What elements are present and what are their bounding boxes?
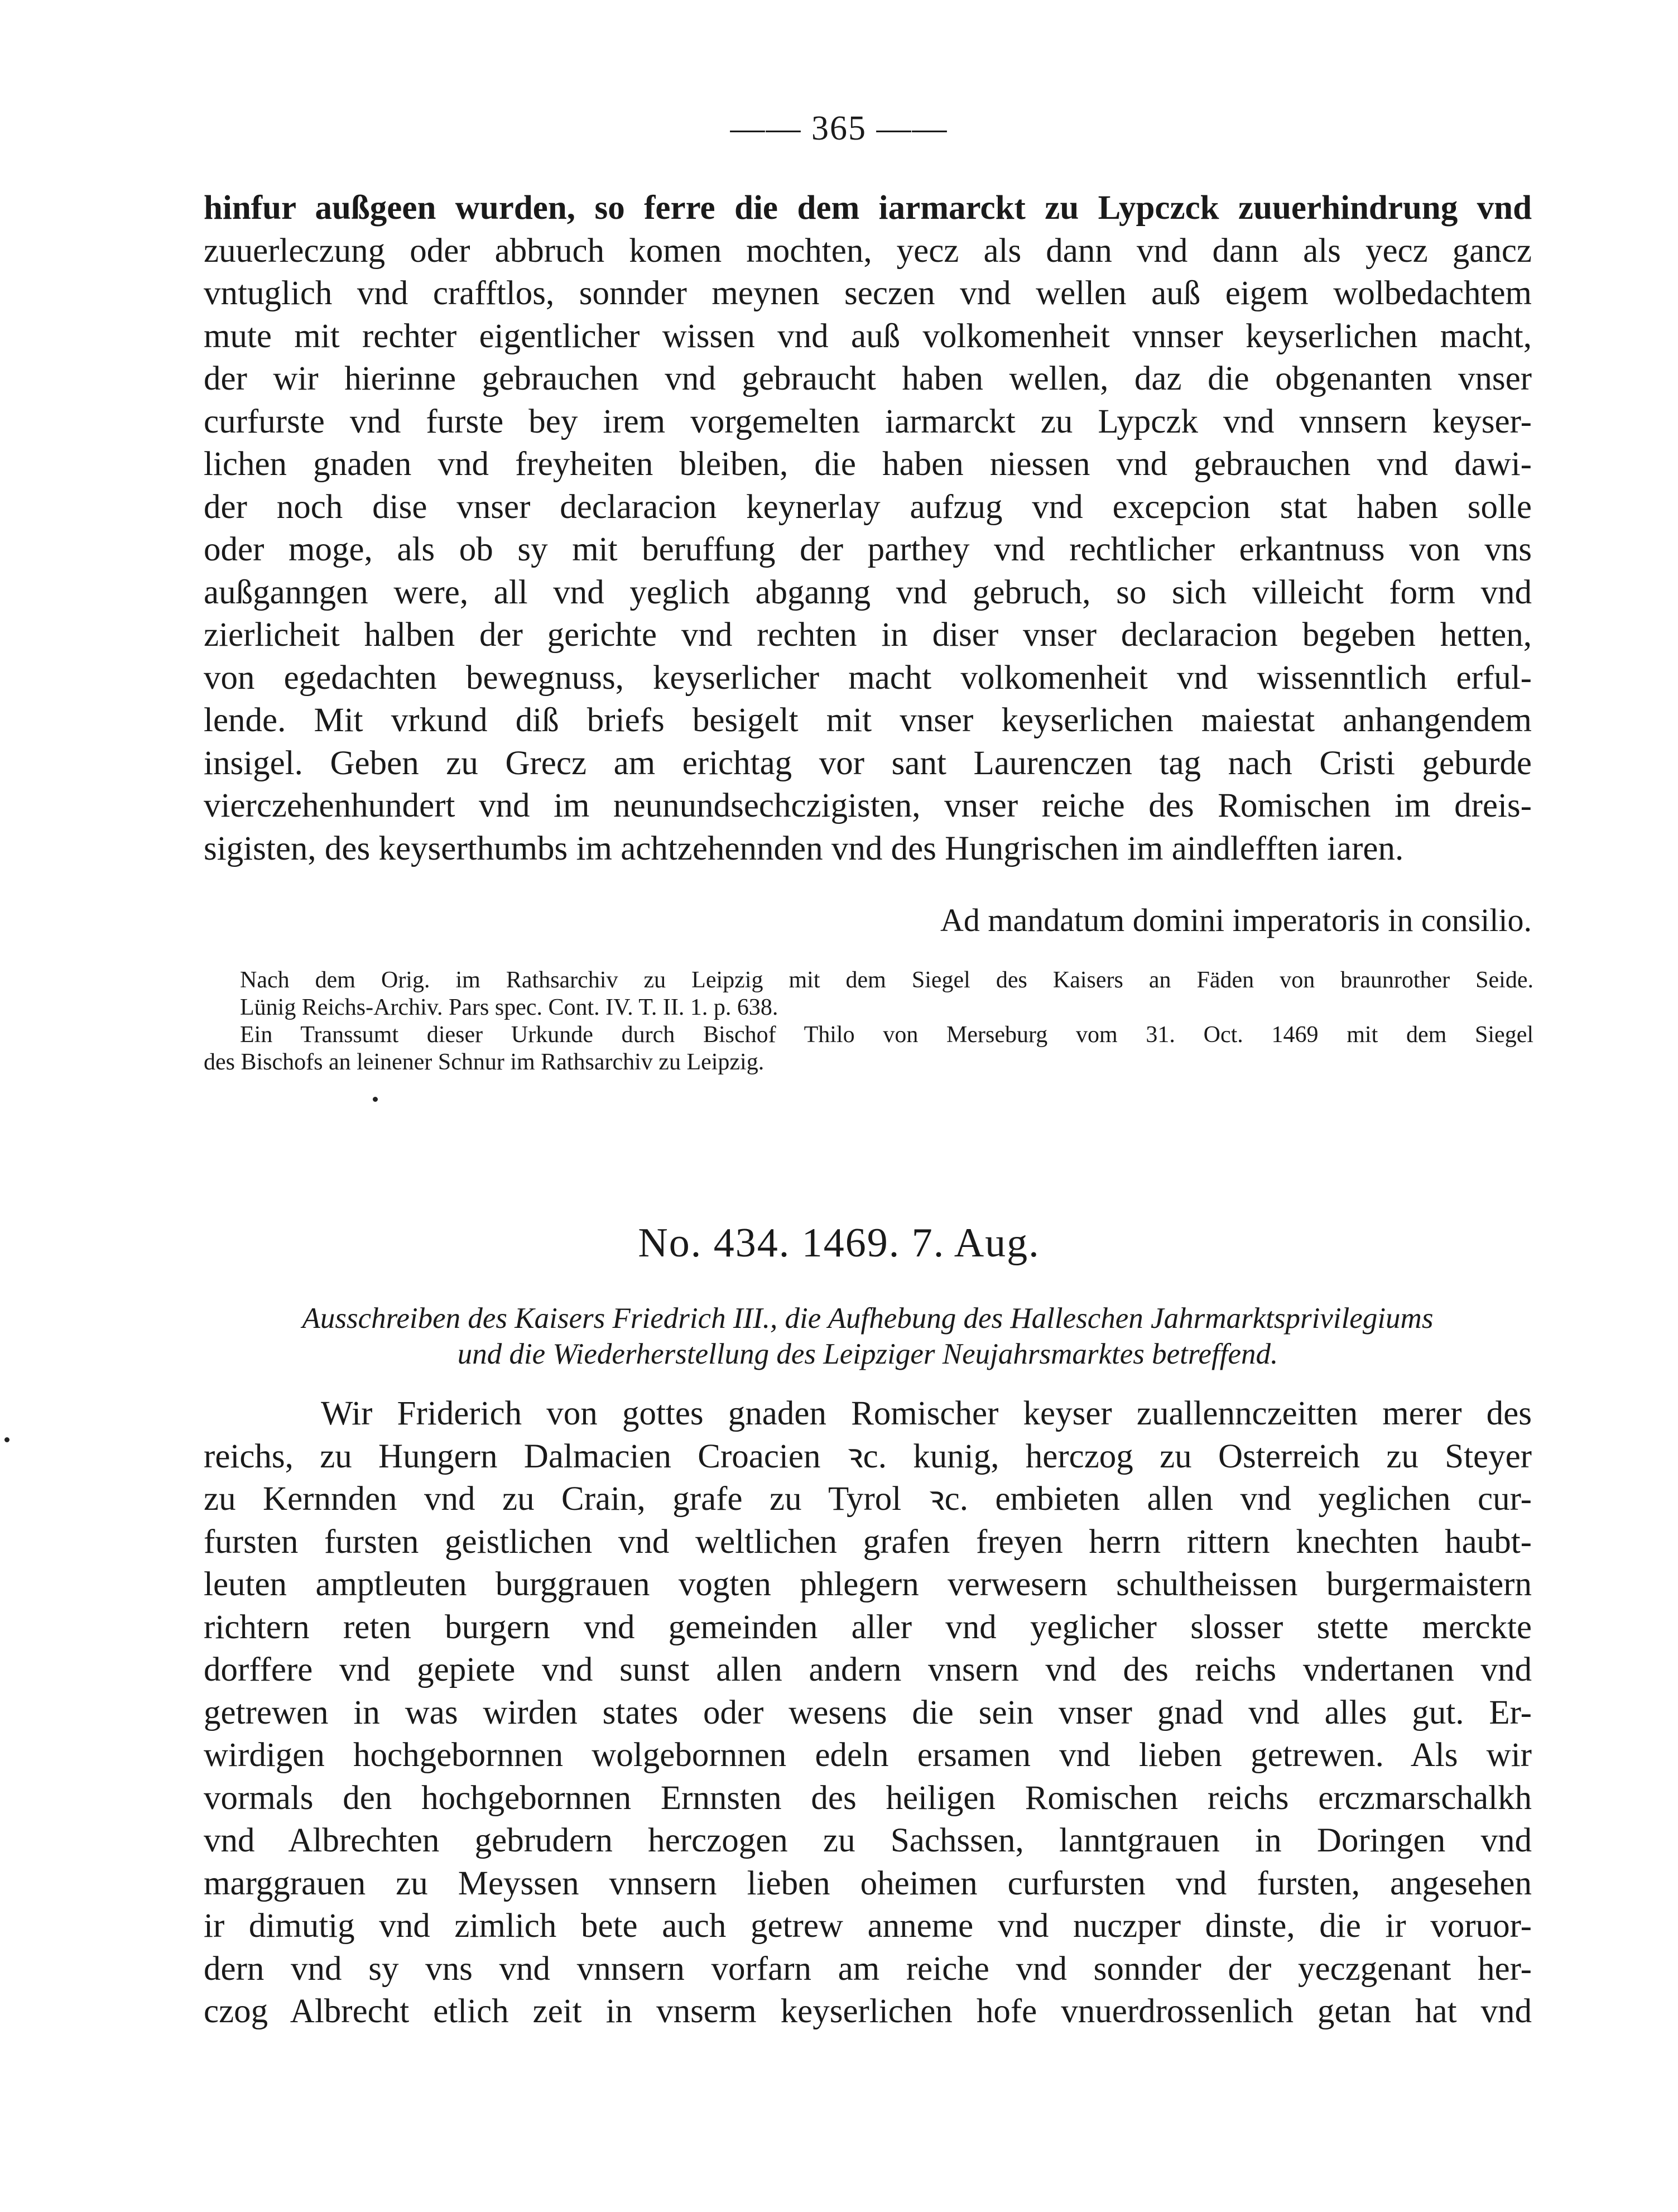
- source-notes: [204, 967, 1533, 1076]
- text-line: vierczehenhundert vnd im neunundsechczigisten, vnser reiche des Romischen im dreis-: [204, 787, 1532, 824]
- text-line: zu Kernnden vnd zu Crain, grafe zu Tyrol ꝛc. embieten allen vnd yeglichen cur-: [204, 1480, 1532, 1518]
- text-line: vnd Albrechten gebrudern herczogen zu Sachssen, lanntgrauen in Doringen vnd: [204, 1822, 1532, 1859]
- text-line: leuten amptleuten burggrauen vogten phlegern verwesern schultheissen burgermaistern: [204, 1566, 1532, 1603]
- document-heading: No. 434. 1469. 7. Aug.: [638, 1220, 1040, 1266]
- text-line: der wir hierinne gebrauchen vnd gebraucht haben wellen, daz die obgenanten vnser: [204, 360, 1532, 397]
- continuation-text: [204, 187, 1532, 870]
- print-speck: [373, 1097, 378, 1102]
- text-line: lende. Mit vrkund diß briefs besigelt mit vnser keyserlichen maiestat anhangendem: [204, 702, 1532, 739]
- text-line: wirdigen hochgebornnen wolgebornnen edeln ersamen vnd lieben getrewen. Als wir: [204, 1736, 1532, 1774]
- text-line: mute mit rechter eigentlicher wissen vnd auß volkomenheit vnnser keyserlichen macht,: [204, 317, 1532, 355]
- text-line: getrewen in was wirden states oder wesens die sein vnser gnad vnd alles gut. Er-: [204, 1693, 1532, 1731]
- note-line: des Bischofs an leinener Schnur im Rathsarchiv zu Leipzig.: [204, 1049, 765, 1075]
- text-line: der noch dise vnser declaracion keynerlay aufzug vnd excepcion stat haben solle: [204, 488, 1532, 526]
- text-line: zierlicheit halben der gerichte vnd rechten in diser vnser declaracion begeben hetten,: [204, 616, 1532, 654]
- text-line: lichen gnaden vnd freyheiten bleiben, die haben niessen vnd gebrauchen vnd dawi-: [204, 445, 1532, 483]
- text-line: oder moge, als ob sy mit beruffung der parthey vnd rechtlicher erkantnuss von vns: [204, 531, 1532, 568]
- signoff-line: Ad mandatum domini imperatoris in consilio.: [940, 902, 1532, 938]
- print-speck: [4, 1437, 9, 1442]
- text-line: fursten fursten geistlichen vnd weltlichen grafen freyen herrn rittern knechten haubt-: [204, 1523, 1532, 1561]
- text-line: insigel. Geben zu Grecz am erichtag vor sant Laurenczen tag nach Cristi geburde: [204, 744, 1532, 782]
- text-line: curfurste vnd furste bey irem vorgemelten iarmarckt zu Lypczk vnd vnnsern keyser-: [204, 402, 1532, 440]
- page-number: —— 365 ——: [730, 109, 948, 147]
- text-line: czog Albrecht etlich zeit in vnserm keyserlichen hofe vnuerdrossenlich getan hat vnd: [204, 1993, 1532, 2030]
- subtitle-line: Ausschreiben des Kaisers Friedrich III., die Aufhebung des Halleschen Jahrmarktsprivilegiums: [302, 1302, 1434, 1335]
- subtitle-line: und die Wiederherstellung des Leipziger Neujahrsmarktes betreffend.: [457, 1338, 1278, 1370]
- text-line: zuuerleczung oder abbruch komen mochten, yecz als dann vnd dann als yecz gancz: [204, 232, 1532, 270]
- text-line: von egedachten bewegnuss, keyserlicher macht volkomenheit vnd wissenntlich erful-: [204, 659, 1532, 697]
- text-line: ir dimutig vnd zimlich bete auch getrew anneme vnd nuczper dinste, die ir voruor-: [204, 1907, 1532, 1945]
- text-line: marggrauen zu Meyssen vnnsern lieben oheimen curfursten vnd fursten, angesehen: [204, 1864, 1532, 1902]
- document-body: [204, 1393, 1532, 2033]
- note-line: Ein Transsumt dieser Urkunde durch Bischof Thilo von Merseburg vom 31. Oct. 1469 mit dem Siegel: [240, 1022, 1533, 1048]
- text-line: hinfur außgeen wurden, so ferre die dem iarmarckt zu Lypczck zuuerhindrung vnd: [204, 189, 1532, 227]
- text-line: sigisten, des keyserthumbs im achtzehennden vnd des Hungrischen im aindlefften iaren.: [204, 829, 1404, 867]
- text-line: dern vnd sy vns vnd vnnsern vorfarn am reiche vnd sonnder der yeczgenant her-: [204, 1950, 1532, 1988]
- text-line: dorffere vnd gepiete vnd sunst allen andern vnsern vnd des reichs vndertanen vnd: [204, 1651, 1532, 1688]
- text-line: richtern reten burgern vnd gemeinden aller vnd yeglicher slosser stette merckte: [204, 1608, 1532, 1646]
- text-line: reichs, zu Hungern Dalmacien Croacien ꝛc. kunig, herczog zu Osterreich zu Steyer: [204, 1437, 1532, 1475]
- text-line: vormals den hochgebornnen Ernnsten des heiligen Romischen reichs erczmarschalkh: [204, 1779, 1532, 1817]
- text-line: außganngen were, all vnd yeglich abganng vnd gebruch, so sich villeicht form vnd: [204, 573, 1532, 611]
- text-line: vntuglich vnd crafftlos, sonnder meynen seczen vnd wellen auß eigem wolbedachtem: [204, 275, 1532, 312]
- document-subtitle: [204, 1301, 1532, 1372]
- text-line: Wir Friderich von gottes gnaden Romischer keyser zuallennczeitten merer des: [321, 1395, 1532, 1432]
- note-line: Lünig Reichs-Archiv. Pars spec. Cont. IV. T. II. 1. p. 638.: [240, 995, 778, 1020]
- note-line: Nach dem Orig. im Rathsarchiv zu Leipzig mit dem Siegel des Kaisers an Fäden von braunrother Seide.: [240, 967, 1533, 993]
